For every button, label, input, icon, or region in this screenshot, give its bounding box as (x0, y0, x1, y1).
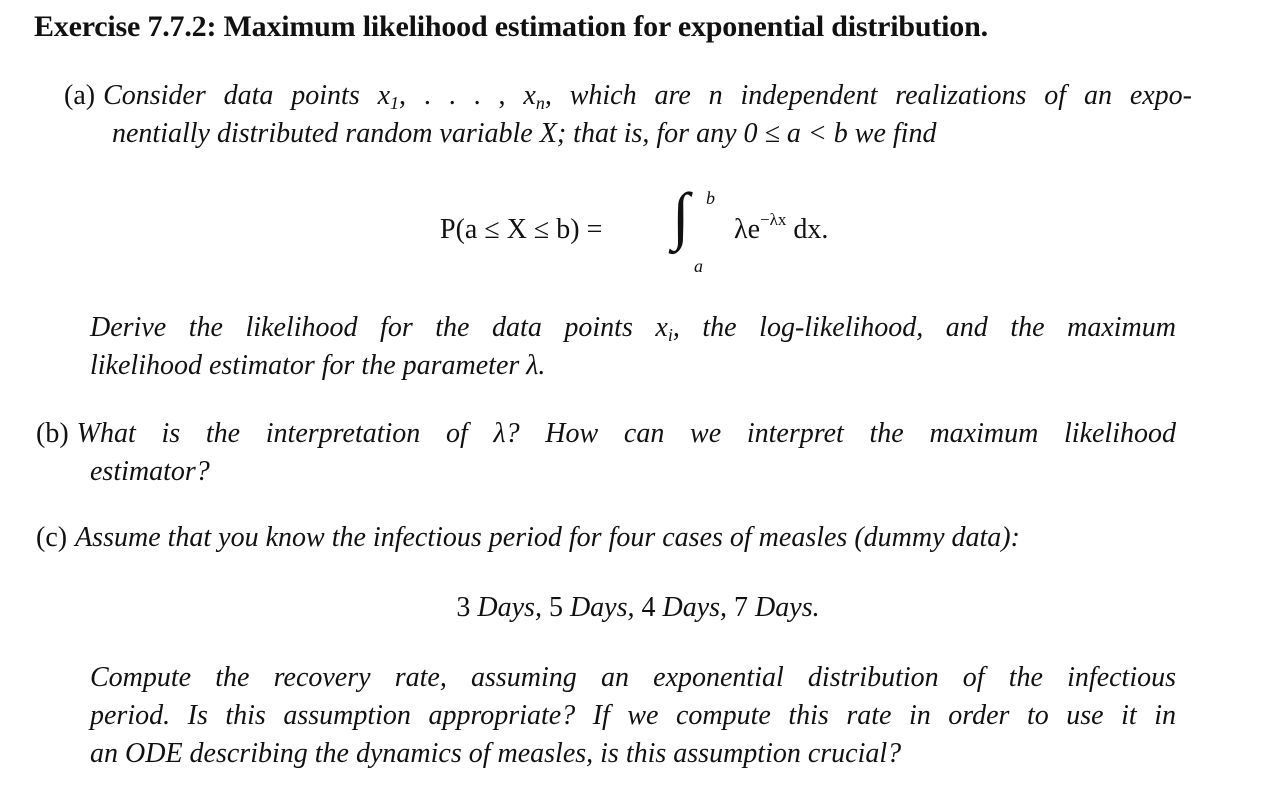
part-b-line-1: (b) What is the interpretation of λ? How can we interpret the maximum likelihood (36, 418, 1176, 449)
part-b-line-2: estimator? (90, 456, 210, 487)
part-c-line-3: period. Is this assumption appropriate? If we compute this rate in order to use it in (90, 700, 1176, 731)
integral-upper-limit: b (706, 188, 715, 208)
part-a-label: (a) (64, 80, 96, 111)
equation-lhs: P(a ≤ X ≤ b) = (440, 214, 603, 245)
data-item: 3 Days, (456, 592, 542, 623)
part-c-line-4: an ODE describing the dynamics of measles, is this assumption crucial? (90, 738, 902, 769)
measles-data (0, 592, 1276, 624)
part-c-label: (c) (36, 522, 68, 553)
probability-equation (440, 182, 920, 282)
part-c-line-1: (c) Assume that you know the infectious period for four cases of measles (dummy data): (36, 522, 1020, 553)
integrand: $\lambda e^{-\lambda x}$ dx. (734, 210, 829, 245)
integral-sign: ∫ (672, 180, 690, 251)
part-c-line-2: Compute the recovery rate, assuming an exponential distribution of the infectious (90, 662, 1176, 693)
data-item: 5 Days, (548, 592, 635, 623)
exercise-title: Exercise 7.7.2: Maximum likelihood estimation for exponential distribution. (34, 10, 988, 43)
data-item: 7 Days. (734, 592, 820, 623)
math-x1-xn: $x_1$, . . . , $x_n$ (377, 80, 545, 113)
part-a-line-1: (a) Consider data points $x_1$, . . . , $x_n$, which are n independent realizations of an expo- (64, 80, 1192, 113)
integral-lower-limit: a (694, 256, 703, 276)
derive-line-2: likelihood estimator for the parameter λ. (90, 350, 546, 381)
part-b-label: (b) (36, 418, 69, 449)
part-a-line-2: nentially distributed random variable X; that is, for any 0 ≤ a < b we find (112, 118, 937, 149)
inequality: 0 ≤ a < b (743, 118, 848, 149)
derive-line-1: Derive the likelihood for the data points $x_i$, the log-likelihood, and the maximum (90, 312, 1177, 345)
data-item: 4 Days, (641, 592, 728, 623)
